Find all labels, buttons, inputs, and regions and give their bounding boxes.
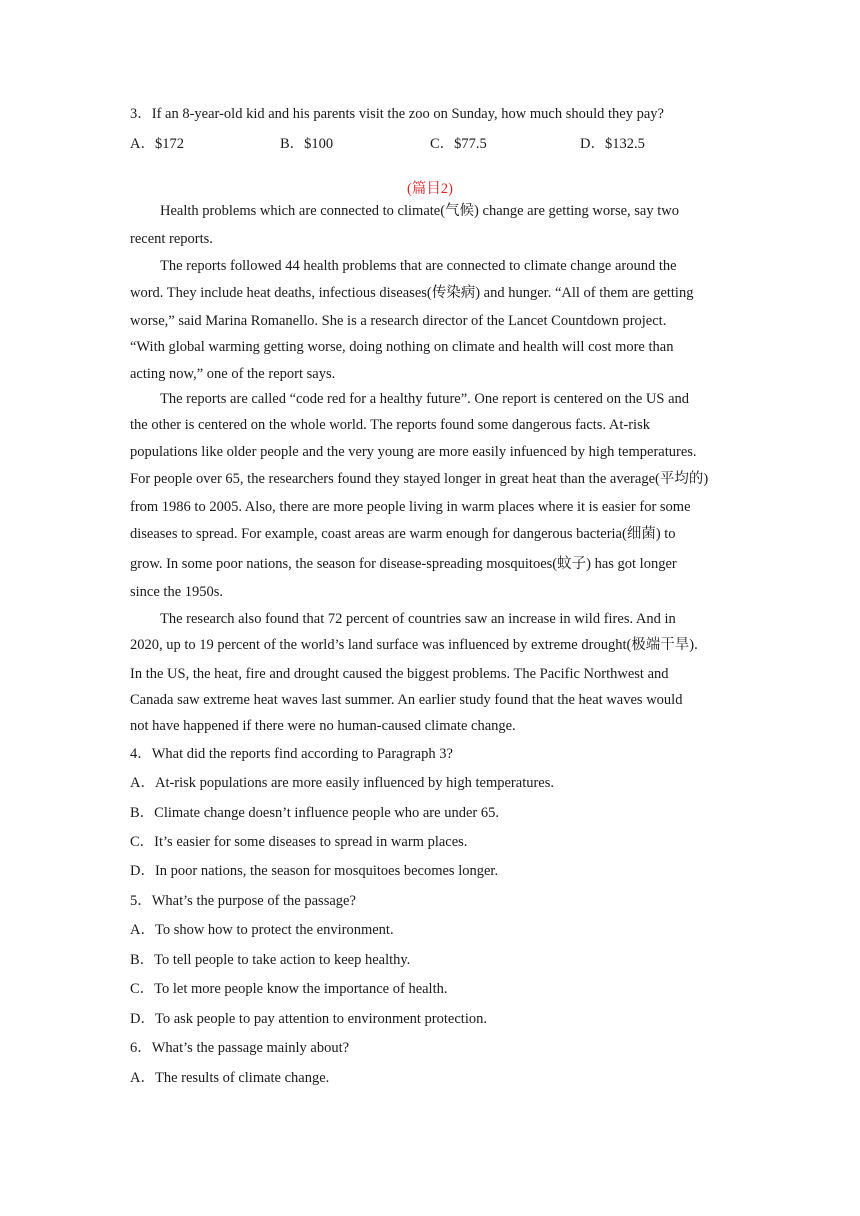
question-3: 3．If an 8-year-old kid and his parents visit the zoo on Sunday, how much should they pay? [130,106,664,122]
q5-option-b: B．To tell people to take action to keep healthy. [130,952,411,968]
question-4: 4．What did the reports find according to Paragraph 3? [130,746,453,762]
passage-line: The research also found that 72 percent of countries saw an increase in wild fires. And in [160,611,676,627]
passage-line: Canada saw extreme heat waves last summer. An earlier study found that the heat waves would [130,692,683,708]
passage-line: populations like older people and the very young are more easily infuenced by high temperatures. [130,444,697,460]
passage-line: acting now,” one of the report says. [130,366,336,382]
passage-heading: (篇目2) [407,181,453,197]
passage-line: grow. In some poor nations, the season for disease-spreading mosquitoes(蚊子) has got longer [130,556,677,572]
q6-option-a: A．The results of climate change. [130,1070,330,1086]
q5-option-a: A．To show how to protect the environment. [130,922,394,938]
question-6: 6．What’s the passage mainly about? [130,1040,350,1056]
passage-line: worse,” said Marina Romanello. She is a research director of the Lancet Countdown project. [130,313,667,329]
passage-line: In the US, the heat, fire and drought caused the biggest problems. The Pacific Northwest and [130,666,669,682]
passage-line: the other is centered on the whole world. The reports found some dangerous facts. At-risk [130,417,650,433]
q3-option-b: B．$100 [280,136,334,152]
passage-line: word. They include heat deaths, infectious diseases(传染病) and hunger. “All of them are getting [130,285,694,301]
q4-option-d: D．In poor nations, the season for mosquitoes becomes longer. [130,863,499,879]
passage-line: The reports are called “code red for a healthy future”. One report is centered on the US and [160,391,690,407]
passage-line: The reports followed 44 health problems that are connected to climate change around the [160,258,677,274]
q4-option-a: A．At-risk populations are more easily influenced by high temperatures. [130,775,555,791]
q4-option-c: C．It’s easier for some diseases to spread in warm places. [130,834,468,850]
passage-line: Health problems which are connected to climate(气候) change are getting worse, say two [160,203,679,219]
passage-line: recent reports. [130,231,213,247]
passage-line: from 1986 to 2005. Also, there are more people living in warm places where it is easier for some [130,499,691,515]
question-5: 5．What’s the purpose of the passage? [130,893,356,909]
passage-line: since the 1950s. [130,584,224,600]
q3-option-c: C．$77.5 [430,136,487,152]
passage-line: 2020, up to 19 percent of the world’s land surface was influenced by extreme drought(极端干旱). [130,637,698,653]
passage-line: diseases to spread. For example, coast areas are warm enough for dangerous bacteria(细菌) to [130,526,676,542]
q4-option-b: B．Climate change doesn’t influence people who are under 65. [130,805,499,821]
q5-option-c: C．To let more people know the importance of health. [130,981,448,997]
q3-option-a: A．$172 [130,136,184,152]
q5-option-d: D．To ask people to pay attention to environment protection. [130,1011,487,1027]
passage-line: For people over 65, the researchers found they stayed longer in great heat than the average(平均的) [130,471,709,487]
passage-line: “With global warming getting worse, doing nothing on climate and health will cost more than [130,339,674,355]
passage-line: not have happened if there were no human-caused climate change. [130,718,516,734]
q3-option-d: D．$132.5 [580,136,645,152]
